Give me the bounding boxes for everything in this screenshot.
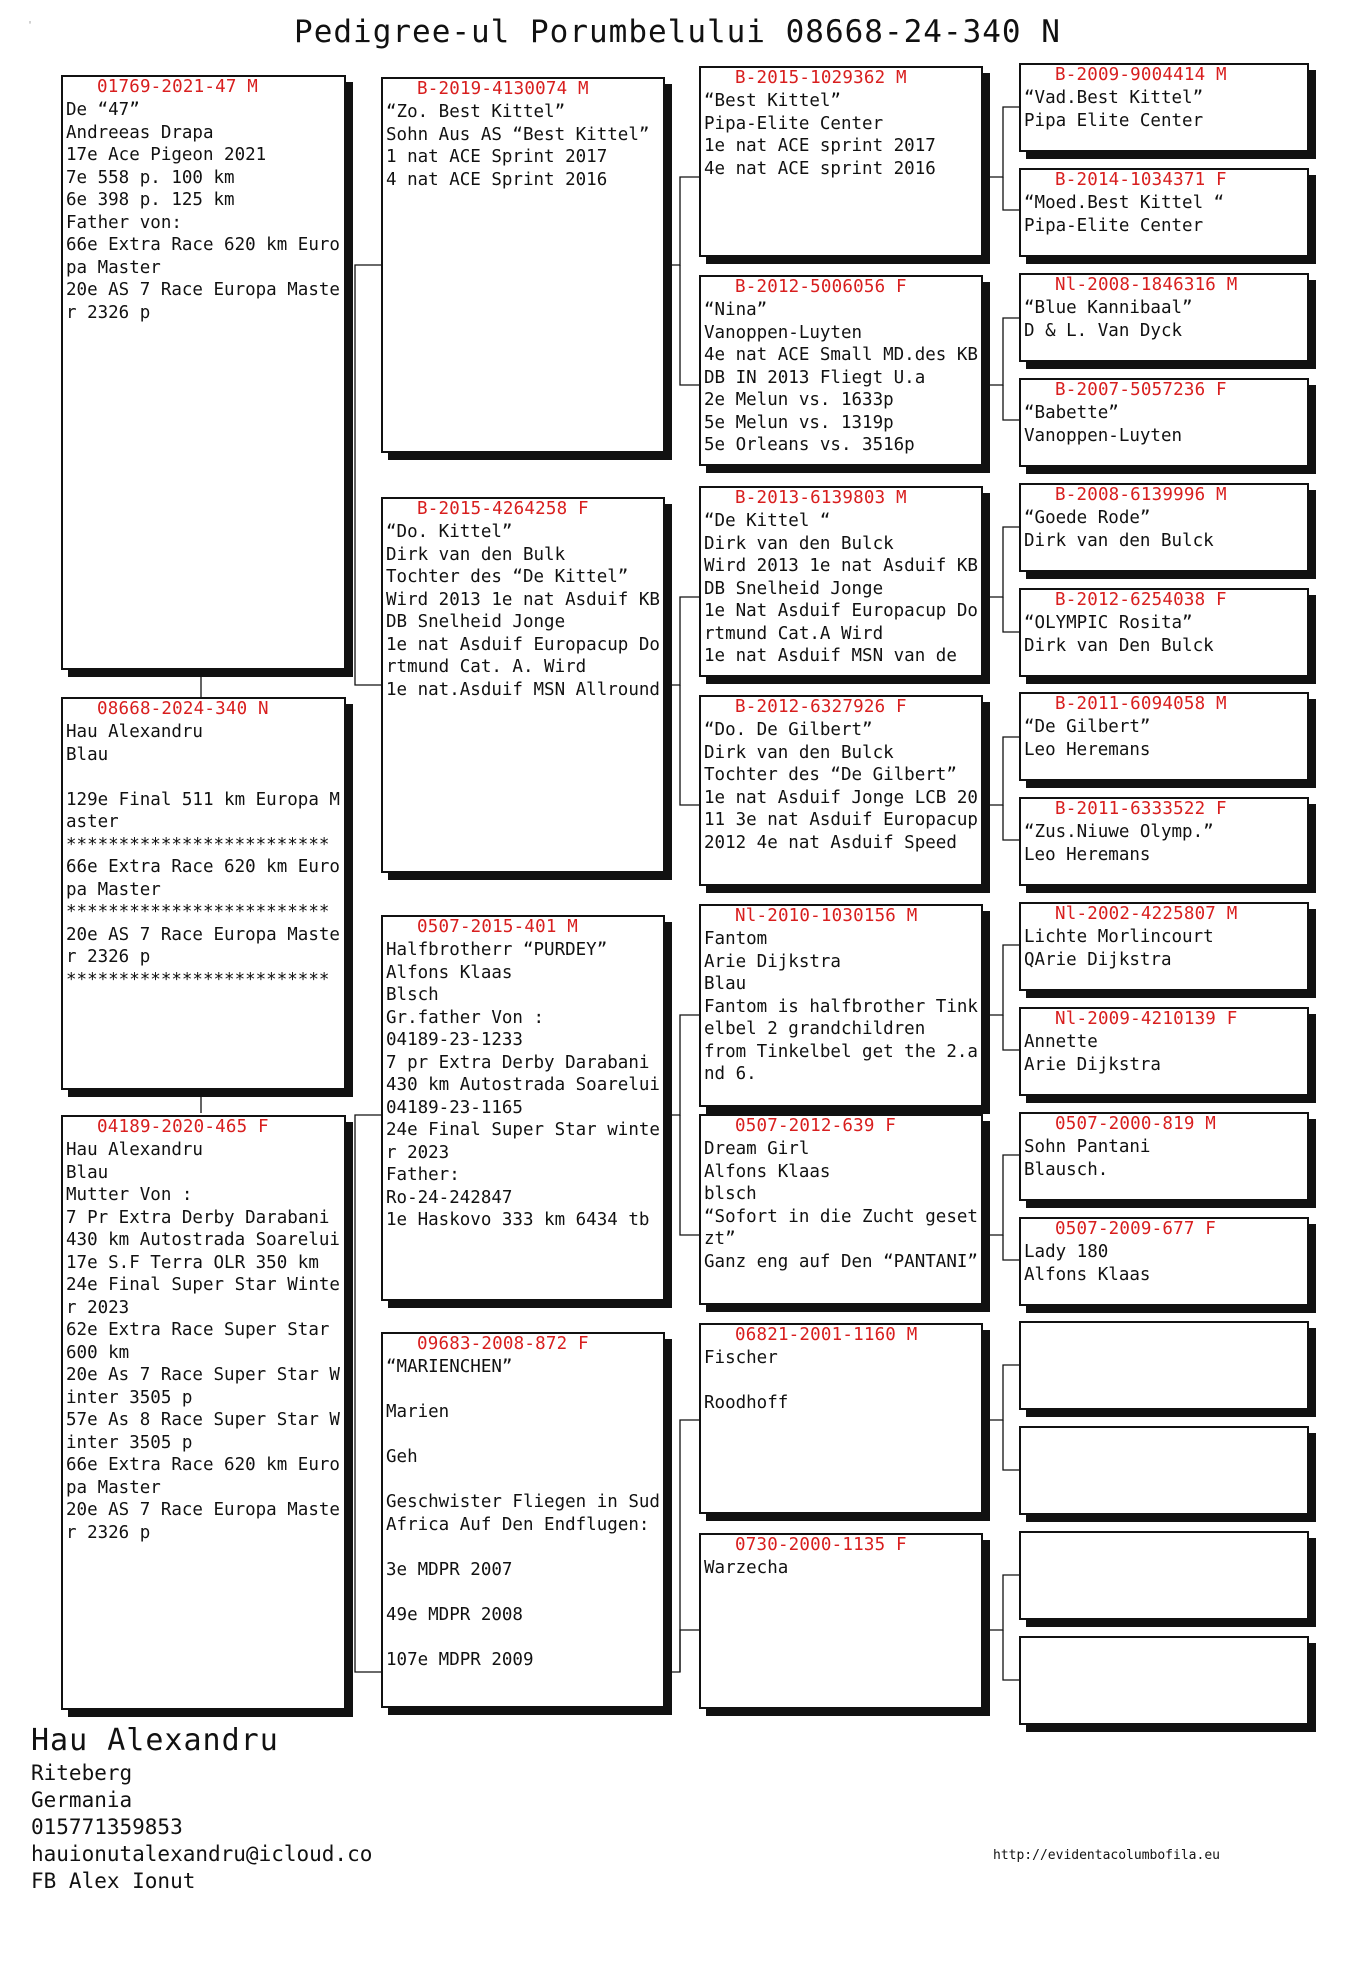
owner-name: Hau Alexandru	[31, 1723, 279, 1758]
card-text: “MARIENCHEN” Marien Geh Geschwister Fliegen in Sud Africa Auf Den Endflugen: 3e MDPR 2007 49e MDPR 2008 107e MDPR 2009	[386, 1357, 660, 1670]
pedigree-card-gen4-11	[1019, 1112, 1309, 1201]
pedigree-card-gen3-2	[699, 275, 983, 466]
owner-country: Germania	[31, 1788, 133, 1812]
pedigree-card-gen4-4	[1019, 378, 1309, 467]
card-text: “Do. Kittel” Dirk van den Bulk Tochter des “De Kittel” Wird 2013 1e nat Asduif KBDB Snelheid Jonge 1e nat Asduif Europacup Dortmund Cat. A. Wird 1e nat.Asduif MSN Allround	[386, 522, 660, 700]
owner-info	[31, 1722, 372, 1895]
pedigree-card-gen4-12	[1019, 1217, 1309, 1306]
card-text: Fantom Arie Dijkstra Blau Fantom is halfbrother Tinkelbel 2 grandchildren from Tinkelbel get the 2.and 6.	[704, 929, 978, 1084]
pedigree-card-sire	[61, 75, 346, 670]
card-text: “OLYMPIC Rosita” Dirk van Den Bulck	[1024, 613, 1214, 656]
pedigree-card-gen4-10	[1019, 1007, 1309, 1096]
ring-number: 0507-2012-639 F	[735, 1116, 897, 1136]
ring-number: B-2013-6139803 M	[735, 488, 907, 508]
pedigree-card-gen3-5	[699, 904, 983, 1107]
ring-number: Nl-2010-1030156 M	[735, 906, 918, 926]
card-text: “Moed.Best Kittel “ Pipa-Elite Center	[1024, 193, 1225, 236]
pedigree-card-dam-sire	[381, 915, 665, 1301]
pedigree-card-sire-sire	[381, 77, 665, 453]
card-text: Hau Alexandru Blau Mutter Von : 7 Pr Extra Derby Darabani 430 km Autostrada Soarelui 17e S.F Terra OLR 350 km 24e Final Super Star Winter 2023 62e Extra Race Super Star 600 km 20e As 7 Race Super Star Winter 3505 p 57e As 8 Race Super Star Winter 3505 p 66e Extra Race 620 km Europa Master 20e AS 7 Race Europa Master 2326 p	[66, 1140, 340, 1543]
ring-number: Nl-2002-4225807 M	[1055, 904, 1238, 924]
ring-number: 09683-2008-872 F	[417, 1334, 589, 1354]
ring-number: B-2012-6327926 F	[735, 697, 907, 717]
pedigree-card-gen4-2	[1019, 168, 1309, 257]
ring-number	[1021, 1533, 1307, 1554]
owner-facebook: FB Alex Ionut	[31, 1869, 196, 1893]
card-text: Lichte Morlincourt QArie Dijkstra	[1024, 927, 1214, 970]
card-text: “De Gilbert” Leo Heremans	[1024, 717, 1151, 760]
owner-email: hauionutalexandru@icloud.co	[31, 1842, 373, 1866]
ring-number: B-2008-6139996 M	[1055, 485, 1227, 505]
ring-number: 06821-2001-1160 M	[735, 1325, 918, 1345]
pedigree-card-gen4-13	[1019, 1321, 1309, 1410]
pedigree-card-gen4-6	[1019, 588, 1309, 677]
card-text: “De Kittel “ Dirk van den Bulck Wird 2013 1e nat Asduif KBDB Snelheid Jonge 1e Nat Asduif Europacup Dortmund Cat.A Wird 1e nat Asduif MSN van de	[704, 511, 978, 666]
ring-number: B-2012-5006056 F	[735, 277, 907, 297]
page-title: Pedigree-ul Porumbelului 08668-24-340 N	[294, 14, 1061, 50]
pedigree-card-gen4-1	[1019, 63, 1309, 152]
ring-number: 0507-2000-819 M	[1055, 1114, 1217, 1134]
pedigree-card-gen4-5	[1019, 483, 1309, 572]
pedigree-card-gen3-8	[699, 1533, 983, 1709]
ring-number: 01769-2021-47 M	[97, 77, 259, 97]
ring-number: B-2007-5057236 F	[1055, 380, 1227, 400]
pedigree-card-gen4-9	[1019, 902, 1309, 991]
card-text: Annette Arie Dijkstra	[1024, 1032, 1161, 1075]
ring-number: B-2009-9004414 M	[1055, 65, 1227, 85]
pedigree-card-gen3-7	[699, 1323, 983, 1514]
ring-number: B-2012-6254038 F	[1055, 590, 1227, 610]
pedigree-card-gen3-6	[699, 1114, 983, 1305]
corner-mark: '	[27, 20, 34, 31]
ring-number: 08668-2024-340 N	[97, 699, 269, 719]
card-text: “Best Kittel” Pipa-Elite Center 1e nat ACE sprint 2017 4e nat ACE sprint 2016	[704, 91, 936, 179]
ring-number: 0507-2015-401 M	[417, 917, 579, 937]
ring-number: Nl-2008-1846316 M	[1055, 275, 1238, 295]
ring-number: 0507-2009-677 F	[1055, 1219, 1217, 1239]
card-text: “Babette” Vanoppen-Luyten	[1024, 403, 1183, 446]
ring-number: B-2011-6094058 M	[1055, 694, 1227, 714]
card-text: “Do. De Gilbert” Dirk van den Bulck Tochter des “De Gilbert” 1e nat Asduif Jonge LCB 2011 3e nat Asduif Europacup 2012 4e nat Asduif Speed	[704, 720, 978, 853]
pedigree-card-gen4-16	[1019, 1636, 1309, 1725]
pedigree-card-gen4-15	[1019, 1531, 1309, 1620]
card-text: De “47” Andreeas Drapa 17e Ace Pigeon 2021 7e 558 p. 100 km 6e 398 p. 125 km Father von: 66e Extra Race 620 km Europa Master 20e AS 7 Race Europa Master 2326 p	[66, 100, 340, 323]
pedigree-card-gen3-4	[699, 695, 983, 886]
ring-number: B-2014-1034371 F	[1055, 170, 1227, 190]
ring-number	[1021, 1638, 1307, 1659]
website-link[interactable]: http://evidentacolumbofila.eu	[993, 1848, 1220, 1863]
pedigree-card-sire-dam	[381, 497, 665, 873]
pedigree-card-gen4-14	[1019, 1426, 1309, 1515]
card-text: Dream Girl Alfons Klaas blsch “Sofort in die Zucht gesetzt” Ganz eng auf Den “PANTANI”	[704, 1139, 978, 1272]
card-text: “Zus.Niuwe Olymp.” Leo Heremans	[1024, 822, 1214, 865]
ring-number: B-2015-1029362 M	[735, 68, 907, 88]
owner-city: Riteberg	[31, 1761, 133, 1785]
card-text: Halfbrotherr “PURDEY” Alfons Klaas Blsch Gr.father Von : 04189-23-1233 7 pr Extra Derby Darabani 430 km Autostrada Soarelui 04189-23-1165 24e Final Super Star winter 2023 Father: Ro-24-242847 1e Haskovo 333 km 6434 tb	[386, 940, 660, 1230]
card-text: “Nina” Vanoppen-Luyten 4e nat ACE Small MD.des KBDB IN 2013 Fliegt U.a 2e Melun vs. 1633p 5e Melun vs. 1319p 5e Orleans vs. 3516p	[704, 300, 978, 455]
card-text: “Goede Rode” Dirk van den Bulck	[1024, 508, 1214, 551]
ring-number	[1021, 1323, 1307, 1344]
ring-number: B-2011-6333522 F	[1055, 799, 1227, 819]
card-text: Fischer Roodhoff	[704, 1348, 789, 1413]
ring-number: Nl-2009-4210139 F	[1055, 1009, 1238, 1029]
pedigree-card-gen3-1	[699, 66, 983, 257]
pedigree-card-dam-dam	[381, 1332, 665, 1708]
pedigree-card-gen4-3	[1019, 273, 1309, 362]
pedigree-card-dam	[61, 1115, 346, 1710]
ring-number	[1021, 1428, 1307, 1449]
pedigree-card-subject	[61, 697, 346, 1090]
ring-number: 0730-2000-1135 F	[735, 1535, 907, 1555]
card-text: Lady 180 Alfons Klaas	[1024, 1242, 1151, 1285]
card-text: “Zo. Best Kittel” Sohn Aus AS “Best Kittel” 1 nat ACE Sprint 2017 4 nat ACE Sprint 2016	[386, 102, 650, 190]
pedigree-card-gen4-8	[1019, 797, 1309, 886]
card-text: “Blue Kannibaal” D & L. Van Dyck	[1024, 298, 1193, 341]
owner-phone: 015771359853	[31, 1815, 183, 1839]
card-text: Warzecha	[704, 1558, 789, 1578]
card-text: “Vad.Best Kittel” Pipa Elite Center	[1024, 88, 1204, 131]
ring-number: B-2019-4130074 M	[417, 79, 589, 99]
card-text: Hau Alexandru Blau 129e Final 511 km Europa Master ************************* 66e Extra Race 620 km Europa Master ************************* 20e AS 7 Race Europa Master 2326 p *************************	[66, 722, 340, 990]
ring-number: 04189-2020-465 F	[97, 1117, 269, 1137]
pedigree-card-gen3-3	[699, 486, 983, 677]
card-text: Sohn Pantani Blausch.	[1024, 1137, 1151, 1180]
pedigree-card-gen4-7	[1019, 692, 1309, 781]
ring-number: B-2015-4264258 F	[417, 499, 589, 519]
